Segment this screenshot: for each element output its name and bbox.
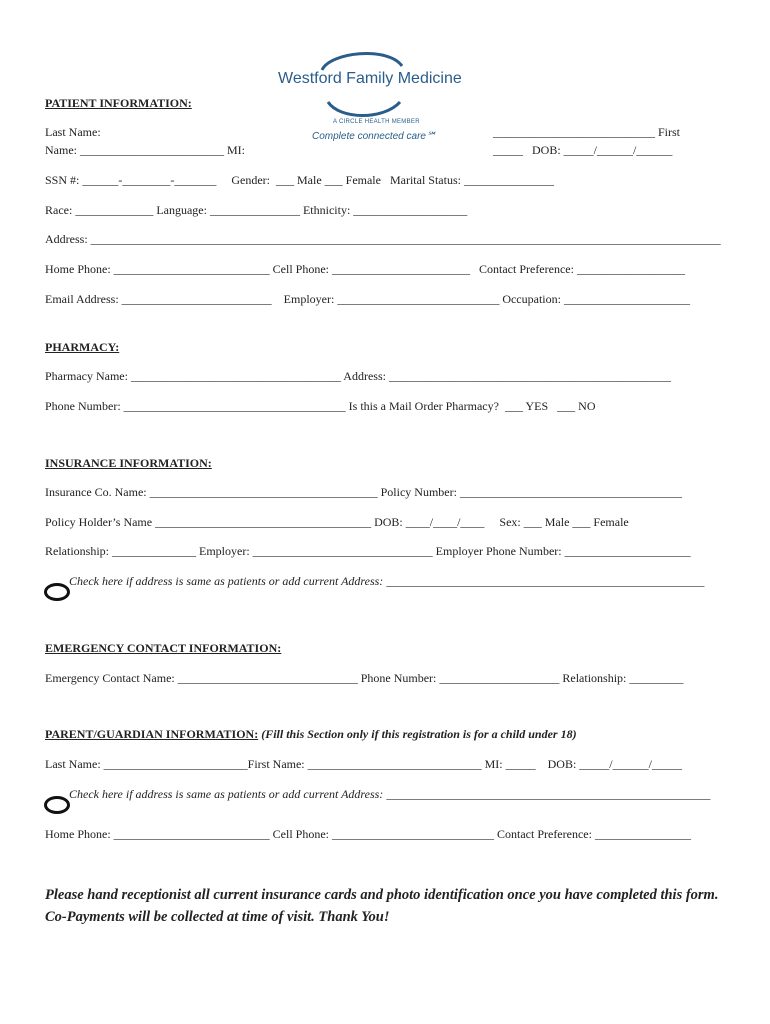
name-mi-field[interactable]: Name: ________________________ MI: bbox=[45, 143, 245, 157]
race-language-line[interactable]: Race: _____________ Language: _______________ Ethnicity: ___________________ bbox=[45, 203, 468, 217]
patient-heading: PATIENT INFORMATION: bbox=[45, 96, 192, 110]
pharmacy-phone-line[interactable]: Phone Number: _____________________________________ Is this a Mail Order Pharmacy? ___ YES ___ NO bbox=[45, 399, 596, 413]
emergency-contact-line[interactable]: Emergency Contact Name: ______________________________ Phone Number: ____________________ Relationship: _________ bbox=[45, 671, 684, 685]
relationship-line[interactable]: Relationship: ______________ Employer: ______________________________ Employer Phone Number: _____________________ bbox=[45, 544, 691, 558]
last-name-label[interactable]: Last Name: bbox=[45, 125, 101, 139]
guardian-address-check-label: Check here if address is same as patients or add current Address: bbox=[69, 787, 384, 801]
insurance-company-line[interactable]: Insurance Co. Name: ______________________________________ Policy Number: _____________________________________ bbox=[45, 485, 682, 499]
guardian-note: (Fill this Section only if this registration is for a child under 18) bbox=[258, 727, 577, 741]
insurance-heading: INSURANCE INFORMATION: bbox=[45, 456, 212, 470]
policy-holder-line[interactable]: Policy Holder’s Name ____________________________________ DOB: ____/____/____ Sex: ___ Male ___ Female bbox=[45, 515, 629, 529]
insurance-address-check-label: Check here if address is same as patients or add current Address: bbox=[69, 574, 384, 588]
logo-arc-bottom bbox=[328, 102, 400, 116]
ssn-gender-line[interactable]: SSN #: ______-________-_______ Gender: ___ Male ___ Female Marital Status: _______________ bbox=[45, 173, 554, 187]
insurance-address-blank[interactable]: _____________________________________________________ bbox=[383, 574, 705, 588]
guardian-address-checkbox[interactable] bbox=[44, 796, 70, 814]
logo-tagline: Complete connected care℠ bbox=[312, 131, 437, 142]
logo-member: A CIRCLE HEALTH MEMBER bbox=[333, 119, 420, 125]
logo-arc-top bbox=[322, 54, 402, 70]
guardian-heading: PARENT/GUARDIAN INFORMATION: bbox=[45, 727, 259, 741]
first-name-field[interactable]: ___________________________ First bbox=[493, 125, 681, 139]
pharmacy-name-line[interactable]: Pharmacy Name: ___________________________________ Address: _______________________________________________ bbox=[45, 369, 671, 383]
pharmacy-heading: PHARMACY: bbox=[45, 340, 120, 354]
guardian-phone-line[interactable]: Home Phone: __________________________ Cell Phone: ___________________________ Contact Preference: ________________ bbox=[45, 827, 691, 841]
guardian-address-blank[interactable]: ______________________________________________________ bbox=[383, 787, 711, 801]
insurance-address-checkbox[interactable] bbox=[44, 583, 70, 601]
logo-name: Westford Family Medicine bbox=[278, 70, 462, 87]
dob-field[interactable]: _____ DOB: _____/______/______ bbox=[493, 143, 673, 157]
guardian-name-line[interactable]: Last Name: ________________________First Name: _____________________________ MI: _____ DOB: _____/______/_____ bbox=[45, 757, 682, 771]
email-employer-line[interactable]: Email Address: _________________________ Employer: ___________________________ Occupation: _____________________ bbox=[45, 292, 690, 306]
footer-instructions: Please hand receptionist all current insurance cards and photo identification once you have completed this form. Co-Payments will be collected at time of visit. Thank You! bbox=[45, 887, 719, 925]
insurance-address-line[interactable] bbox=[69, 574, 704, 588]
phone-line[interactable]: Home Phone: __________________________ Cell Phone: _______________________ Contact Preference: __________________ bbox=[45, 262, 685, 276]
address-field[interactable]: Address: _________________________________________________________________________________________________________ bbox=[45, 232, 721, 246]
emergency-heading: EMERGENCY CONTACT INFORMATION: bbox=[45, 641, 282, 655]
guardian-heading-line bbox=[45, 727, 577, 741]
guardian-address-line[interactable] bbox=[69, 787, 710, 801]
